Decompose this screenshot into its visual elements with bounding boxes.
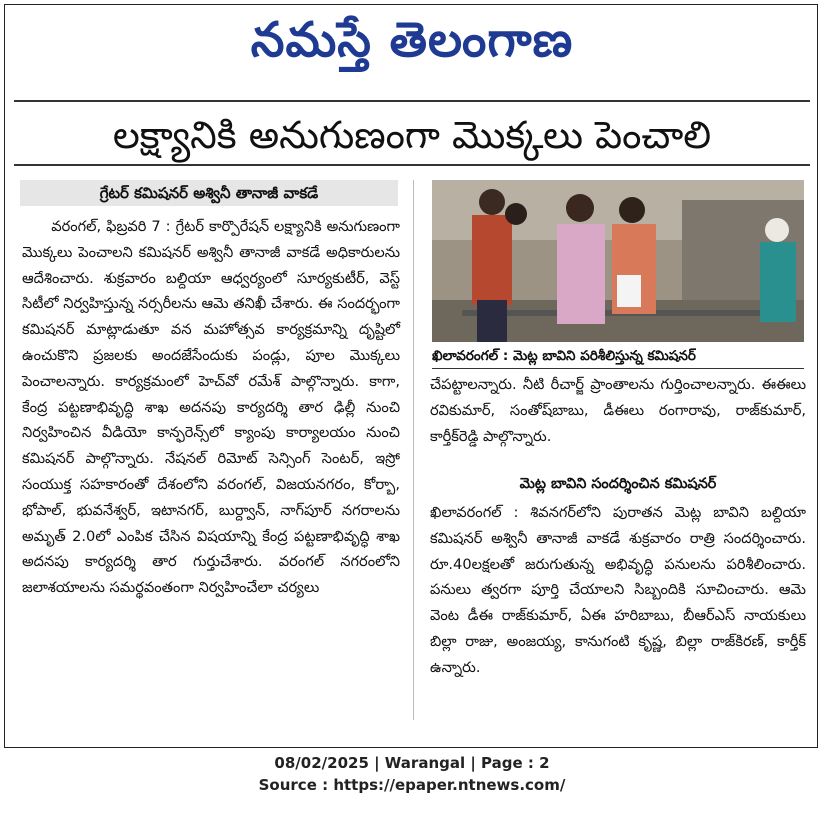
article-subheadline-2: మెట్ల బావిని సందర్శించిన కమిషనర్ [430,472,806,496]
footer-source-line: Source : https://epaper.ntnews.com/ [258,776,566,794]
article-headline: లక్ష్యానికి అనుగుణంగా మొక్కలు పెంచాలి [14,100,810,166]
body-left-paragraph: వరంగల్, ఫిబ్రవరి 7 : గ్రేటర్ కార్పొరేషన్ లక్ష్యానికి అనుగుణంగా మొక్కలు పెంచాలని కమిషనర్ అశ్వినీ తానాజీ వాకడే అధికారులను ఆదేశించారు. శుక్రవారం బల్దియా ఆధ్వర్యంలో సూర్యకుటీర్, వెస్ట్ సిటీలో నిర్వహిస్తున్న నర్సరీలను ఆమె తనిఖీ చేశారు. ఈ సందర్భంగా కమిషనర్ మాట్లాడుతూ వన మహోత్సవ కార్యక్రమాన్ని దృష్టిలో ఉంచుకొని ప్రజలకు అందజేసేందుకు పండ్లు, పూల మొక్కలు పెంచాలన్నారు. కార్యక్రమంలో హెచ్‌వో రమేశ్ పాల్గొన్నారు. కాగా, కేంద్ర పట్టణాభివృద్ధి శాఖ అదనపు కార్యదర్శి తార ఢిల్లీ నుంచి నిర్వహించిన వీడియో కాన్ఫరెన్స్‌లో క్యాంపు కార్యాలయం నుంచి కమిషనర్ పాల్గొన్నారు. నేషనల్ రిమోట్ సెన్సింగ్ సెంటర్, ఇస్రో సంయుక్త సహకారంతో దేశంలోని వరంగల్, విజయనగరం, కోర్బా, భోపాల్, భువనేశ్వర్, ఇటానగర్, బుర్ద్వాన్, నాగ్‌పూర్ నగరాలను అమృత్ 2.0లో ఎంపిక చేసిన విషయాన్ని కేంద్ర పట్టణాభివృద్ధి శాఖ అదనపు కార్యదర్శి తార గుర్తుచేశారు. వరంగల్ నగరంలోని జలాశయాలను సమర్థవంతంగా నిర్వహించేలా చర్యలు [22,218,400,597]
photo-caption: ఖిలావరంగల్ : మెట్ల బావిని పరిశీలిస్తున్న కమిషనర్ [432,344,804,369]
column-divider [413,180,414,720]
photo-illustration [432,180,804,342]
article-subheadline: గ్రేటర్ కమిషనర్ అశ్వినీ తానాజీ వాకడే [20,180,398,206]
body-right2-paragraph: ఖిలావరంగల్ : శివనగర్‌లోని పురాతన మెట్ల బావిని బల్దియా కమిషనర్ అశ్వినీ తానాజీ వాకడే శుక్రవారం రాత్రి సందర్శించారు. రూ.40లక్షలతో జరుగుతున్న అభివృద్ధి పనులను పరిశీలించారు. పనులు త్వరగా పూర్తి చేయాలని సిబ్బందికి సూచించారు. ఆమె వెంట డీఈ రాజ్‌కుమార్, ఏఈ హరిబాబు, బీఆర్‌ఎస్ నాయకులు బిల్లా రాజు, అంజయ్య, కానుగంటి కృష్ణ, బిల్లా రాజ్‌కిరణ్, కార్తీక్ ఉన్నారు. [430,504,806,676]
article-body-left [22,214,400,601]
newspaper-masthead: నమస్తే తెలంగాణ [250,12,574,68]
footer-date-line: 08/02/2025 | Warangal | Page : 2 [274,754,550,772]
article-photo [432,180,804,342]
page-footer [0,752,824,796]
article-body-right-2 [430,500,806,681]
body-right-paragraph: చేపట్టాలన్నారు. నీటి రీచార్జ్ ప్రాంతాలను గుర్తించాలన్నారు. ఈఈలు రవికుమార్, సంతోష్‌బాబు, డీఈలు రంగారావు, రాజ్‌కుమార్, కార్తీక్‌రెడ్డి పాల్గొన్నారు. [430,376,806,445]
article-body-right [430,372,806,449]
